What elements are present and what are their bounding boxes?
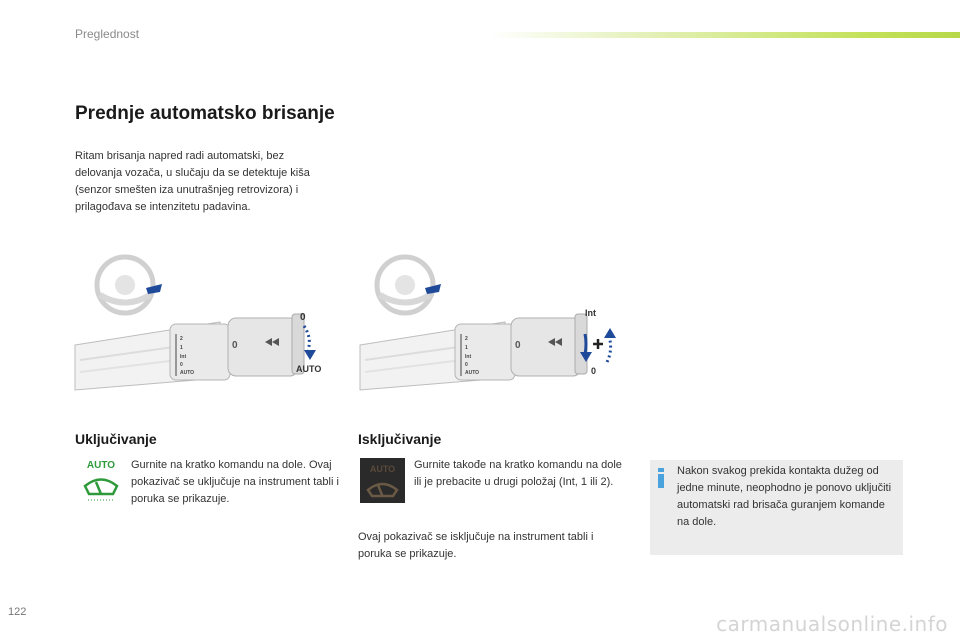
heading-off: Isključivanje xyxy=(358,431,442,447)
stalk-mark-bottom: AUTO xyxy=(296,364,322,374)
stalk-scale-1: 1 xyxy=(465,345,468,351)
svg-text:0: 0 xyxy=(515,340,521,351)
info-text: Nakon svakog prekida kontakta dužeg od jedne minute, neophodno je ponovo uključiti automatski rad brisača guranjem komande na dole. xyxy=(677,465,892,528)
wiper-stalk-off-illustration xyxy=(355,250,635,395)
stalk-scale-2: 2 xyxy=(180,336,183,342)
section-label: Preglednost xyxy=(75,27,140,41)
stalk-mark-top: 0 xyxy=(300,312,306,323)
auto-indicator-label: AUTO xyxy=(369,464,396,474)
svg-text:0: 0 xyxy=(232,340,238,351)
wiper-stalk xyxy=(360,314,587,390)
header-accent-bar xyxy=(490,32,960,38)
wiper-stalk xyxy=(75,314,304,390)
page-number: 122 xyxy=(8,606,27,618)
plus-icon xyxy=(593,339,603,349)
steering-wheel-icon xyxy=(97,257,153,313)
stalk-scale-int: Int xyxy=(465,354,472,360)
page-title: Prednje automatsko brisanje xyxy=(75,103,335,124)
off-text: Gurnite takođe na kratko komandu na dole ili je prebacite u drugi položaj (Int, 1 ili 2). xyxy=(414,459,622,488)
steering-wheel-icon xyxy=(377,257,433,313)
watermark: carmanualsonline.info xyxy=(716,612,948,636)
info-icon xyxy=(656,468,666,488)
off-text-secondary: Ovaj pokazivač se isključuje na instrument tabli i poruka se prikazuje. xyxy=(358,531,594,560)
arrow-down-icon xyxy=(304,326,316,360)
stalk-scale-int: Int xyxy=(180,354,187,360)
heading-on: Uključivanje xyxy=(75,431,157,447)
auto-indicator-label: AUTO xyxy=(86,460,116,471)
wiper-stalk-on-illustration xyxy=(70,250,340,395)
stalk-scale-1: 1 xyxy=(180,345,183,351)
stalk-scale-auto: AUTO xyxy=(180,370,195,376)
arrow-up-icon xyxy=(604,328,616,362)
intro-paragraph: Ritam brisanja napred radi automatski, bez delovanja vozača, u slučaju da se detektuje kiša (senzor smešten iza unutrašnjeg retrovizora) i prilagođava se intenzitetu padavina. xyxy=(75,150,310,213)
stalk-scale-0: 0 xyxy=(180,362,183,368)
stalk-mark-top: Int xyxy=(585,308,596,318)
auto-wiper-on-icon xyxy=(80,458,122,506)
stalk-scale-0: 0 xyxy=(465,362,468,368)
stalk-mark-bottom: 0 xyxy=(591,366,597,376)
stalk-scale-2: 2 xyxy=(465,336,468,342)
stalk-scale-auto: AUTO xyxy=(465,370,480,376)
auto-wiper-off-icon xyxy=(360,458,405,503)
on-text: Gurnite na kratko komandu na dole. Ovaj pokazivač se uključuje na instrument tabli i poruka se prikazuje. xyxy=(131,459,339,505)
